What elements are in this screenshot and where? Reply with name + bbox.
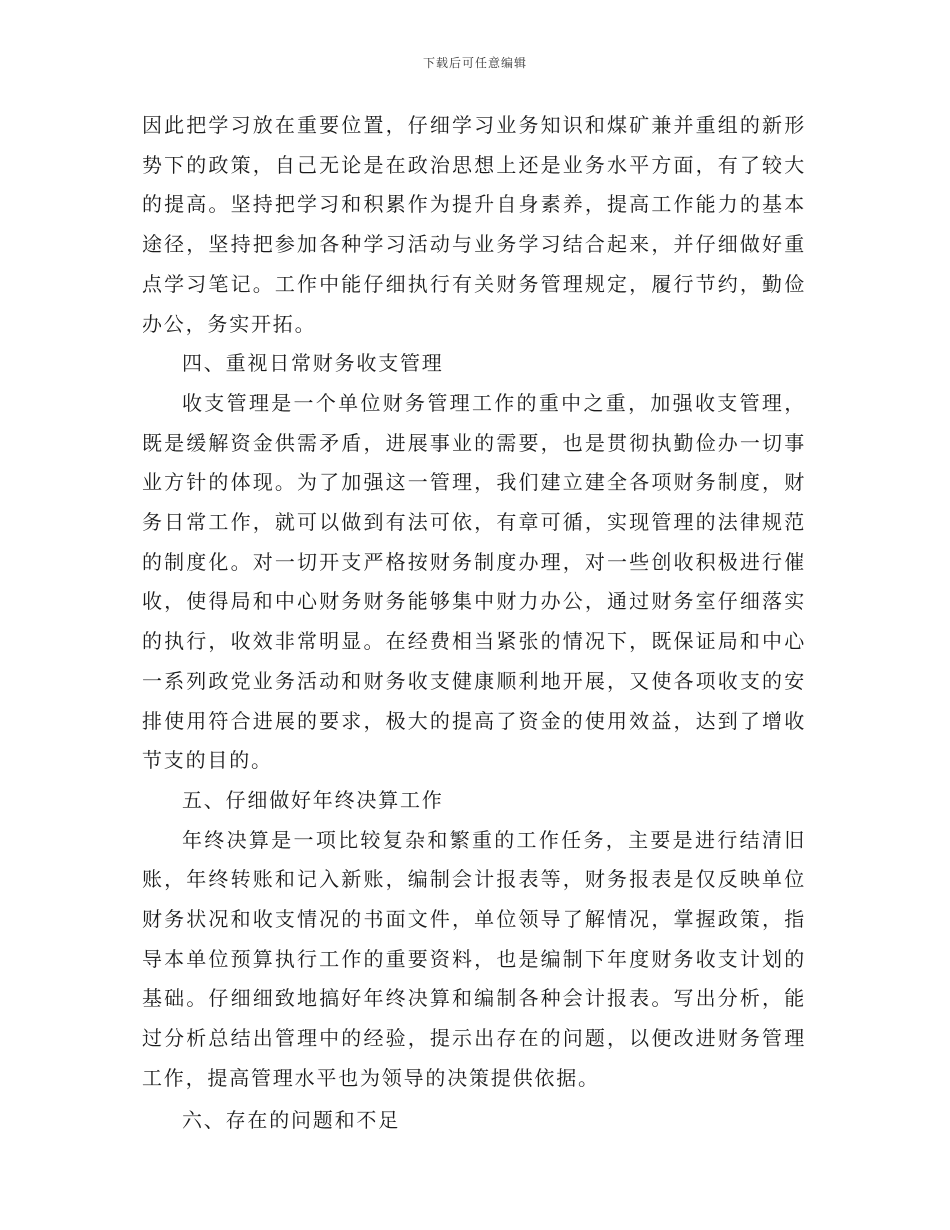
page-header: 下载后可任意编辑 — [422, 56, 527, 70]
section-heading-6: 六、存在的问题和不足 — [182, 1107, 400, 1132]
section-heading-5: 五、仔细做好年终决算工作 — [182, 787, 444, 812]
paragraph-income-expense: 收支管理是一个单位财务管理工作的重中之重，加强收支管理，既是缓解资金供需矛盾，进展事业的需要，也是贯彻执勤俭办一切事业方针的体现。为了加强这一管理，我们建立建全各项财务制度，财务日常工作，就可以做到有法可依，有章可循，实现管理的法律规范的制度化。对一切开支严格按财务制度办理，对一些创收积极进行催收，使得局和中心财务财务能够集中财力办公，通过财务室仔细落实的执行，收效非常明显。在经费相当紧张的情况下，既保证局和中心一系列政党业务活动和财务收支健康顺利地开展，又使各项收支的安排使用符合进展的要求，极大的提高了资金的使用效益，达到了增收节支的目的。 — [142, 390, 806, 773]
paragraph-study: 因此把学习放在重要位置，仔细学习业务知识和煤矿兼并重组的新形势下的政策，自己无论是在政治思想上还是业务水平方面，有了较大的提高。坚持把学习和积累作为提升自身素养，提高工作能力的基本途径，坚持把参加各种学习活动与业务学习结合起来，并仔细做好重点学习笔记。工作中能仔细执行有关财务管理规定，履行节约，勤俭办公，务实开拓。 — [142, 113, 806, 336]
paragraph-year-end: 年终决算是一项比较复杂和繁重的工作任务，主要是进行结清旧账，年终转账和记入新账，编制会计报表等，财务报表是仅反映单位财务状况和收支情况的书面文件，单位领导了解情况，掌握政策，指导本单位预算执行工作的重要资料，也是编制下年度财务收支计划的基础。仔细细致地搞好年终决算和编制各种会计报表。写出分析，能过分析总结出管理中的经验，提示出存在的问题，以便改进财务管理工作，提高管理水平也为领导的决策提供依据。 — [142, 827, 806, 1090]
document-body — [142, 106, 806, 1140]
section-heading-4: 四、重视日常财务收支管理 — [182, 351, 444, 376]
